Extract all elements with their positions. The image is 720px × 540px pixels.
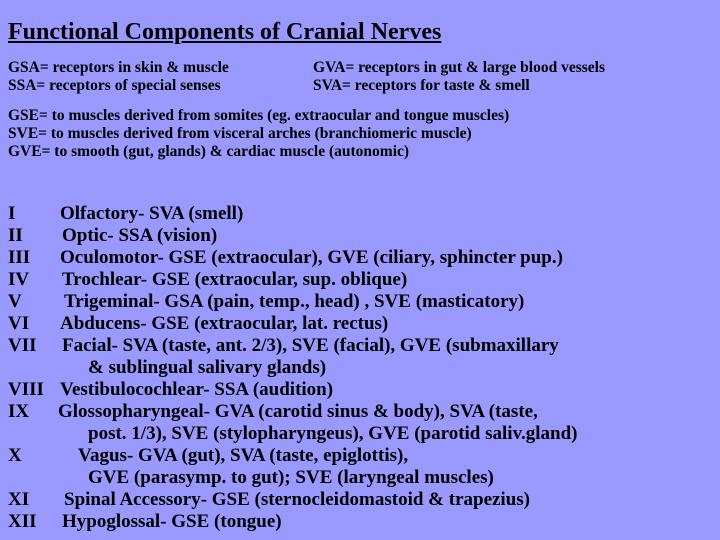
nerve-numeral: II	[8, 225, 23, 246]
nerve-description-line: Vagus- GVA (gut), SVA (taste, epiglottis),	[78, 445, 409, 466]
nerve-description-line: Glossopharyngeal- GVA (carotid sinus & body), SVA (taste,	[58, 401, 538, 422]
nerve-row-10	[8, 445, 718, 489]
definition-ssa: SSA= receptors of special senses	[8, 77, 221, 94]
definition-gse: GSE= to muscles derived from somites (eg. extraocular and tongue muscles)	[8, 107, 510, 124]
nerve-description-continuation: post. 1/3), SVE (stylopharyngeus), GVE (parotid saliv.gland)	[88, 423, 578, 444]
nerve-description	[62, 335, 718, 379]
nerve-row-9	[8, 401, 718, 445]
definition-gva: GVA= receptors in gut & large blood vessels	[313, 59, 605, 76]
nerve-description-continuation: & sublingual salivary glands)	[88, 357, 327, 378]
nerve-row-6	[8, 313, 718, 335]
nerve-description: Abducens- GSE (extraocular, lat. rectus)	[60, 313, 389, 334]
nerve-description	[58, 401, 718, 445]
definition-sva: SVA= receptors for taste & smell	[313, 77, 530, 94]
cranial-nerve-list	[8, 203, 718, 533]
nerve-row-8	[8, 379, 718, 401]
definition-sve: SVE= to muscles derived from visceral arches (branchiomeric muscle)	[8, 125, 472, 142]
nerve-row-5	[8, 291, 718, 313]
nerve-description: Trigeminal- GSA (pain, temp., head) , SVE (masticatory)	[64, 291, 525, 312]
nerve-row-1	[8, 203, 718, 225]
nerve-description: Oculomotor- GSE (extraocular), GVE (ciliary, sphincter pup.)	[60, 247, 563, 268]
nerve-numeral: I	[8, 203, 16, 224]
nerve-numeral: V	[8, 291, 22, 312]
nerve-numeral: VIII	[8, 379, 44, 400]
nerve-description-line: Facial- SVA (taste, ant. 2/3), SVE (facial), GVE (submaxillary	[62, 335, 559, 356]
nerve-numeral: IX	[8, 401, 30, 422]
nerve-row-2	[8, 225, 718, 247]
nerve-description-continuation: GVE (parasymp. to gut); SVE (laryngeal muscles)	[88, 467, 494, 488]
nerve-numeral: III	[8, 247, 31, 268]
nerve-row-3	[8, 247, 718, 269]
nerve-row-4	[8, 269, 718, 291]
nerve-description: Optic- SSA (vision)	[62, 225, 218, 246]
definition-gve: GVE= to smooth (gut, glands) & cardiac muscle (autonomic)	[8, 143, 410, 160]
nerve-row-7	[8, 335, 718, 379]
nerve-description: Spinal Accessory- GSE (sternocleidomastoid & trapezius)	[64, 489, 531, 510]
nerve-numeral: XII	[8, 511, 37, 532]
nerve-row-11	[8, 489, 718, 511]
page-title: Functional Components of Cranial Nerves	[8, 19, 442, 45]
nerve-numeral: VII	[8, 335, 37, 356]
nerve-description: Vestibulocochlear- SSA (audition)	[60, 379, 334, 400]
nerve-description: Olfactory- SVA (smell)	[60, 203, 244, 224]
definition-gsa: GSA= receptors in skin & muscle	[8, 59, 229, 76]
nerve-description	[78, 445, 718, 489]
nerve-numeral: XI	[8, 489, 30, 510]
nerve-numeral: X	[8, 445, 22, 466]
nerve-description: Hypoglossal- GSE (tongue)	[62, 511, 282, 532]
nerve-numeral: IV	[8, 269, 30, 290]
nerve-numeral: VI	[8, 313, 30, 334]
nerve-description: Trochlear- GSE (extraocular, sup. oblique)	[62, 269, 408, 290]
nerve-row-12	[8, 511, 718, 533]
